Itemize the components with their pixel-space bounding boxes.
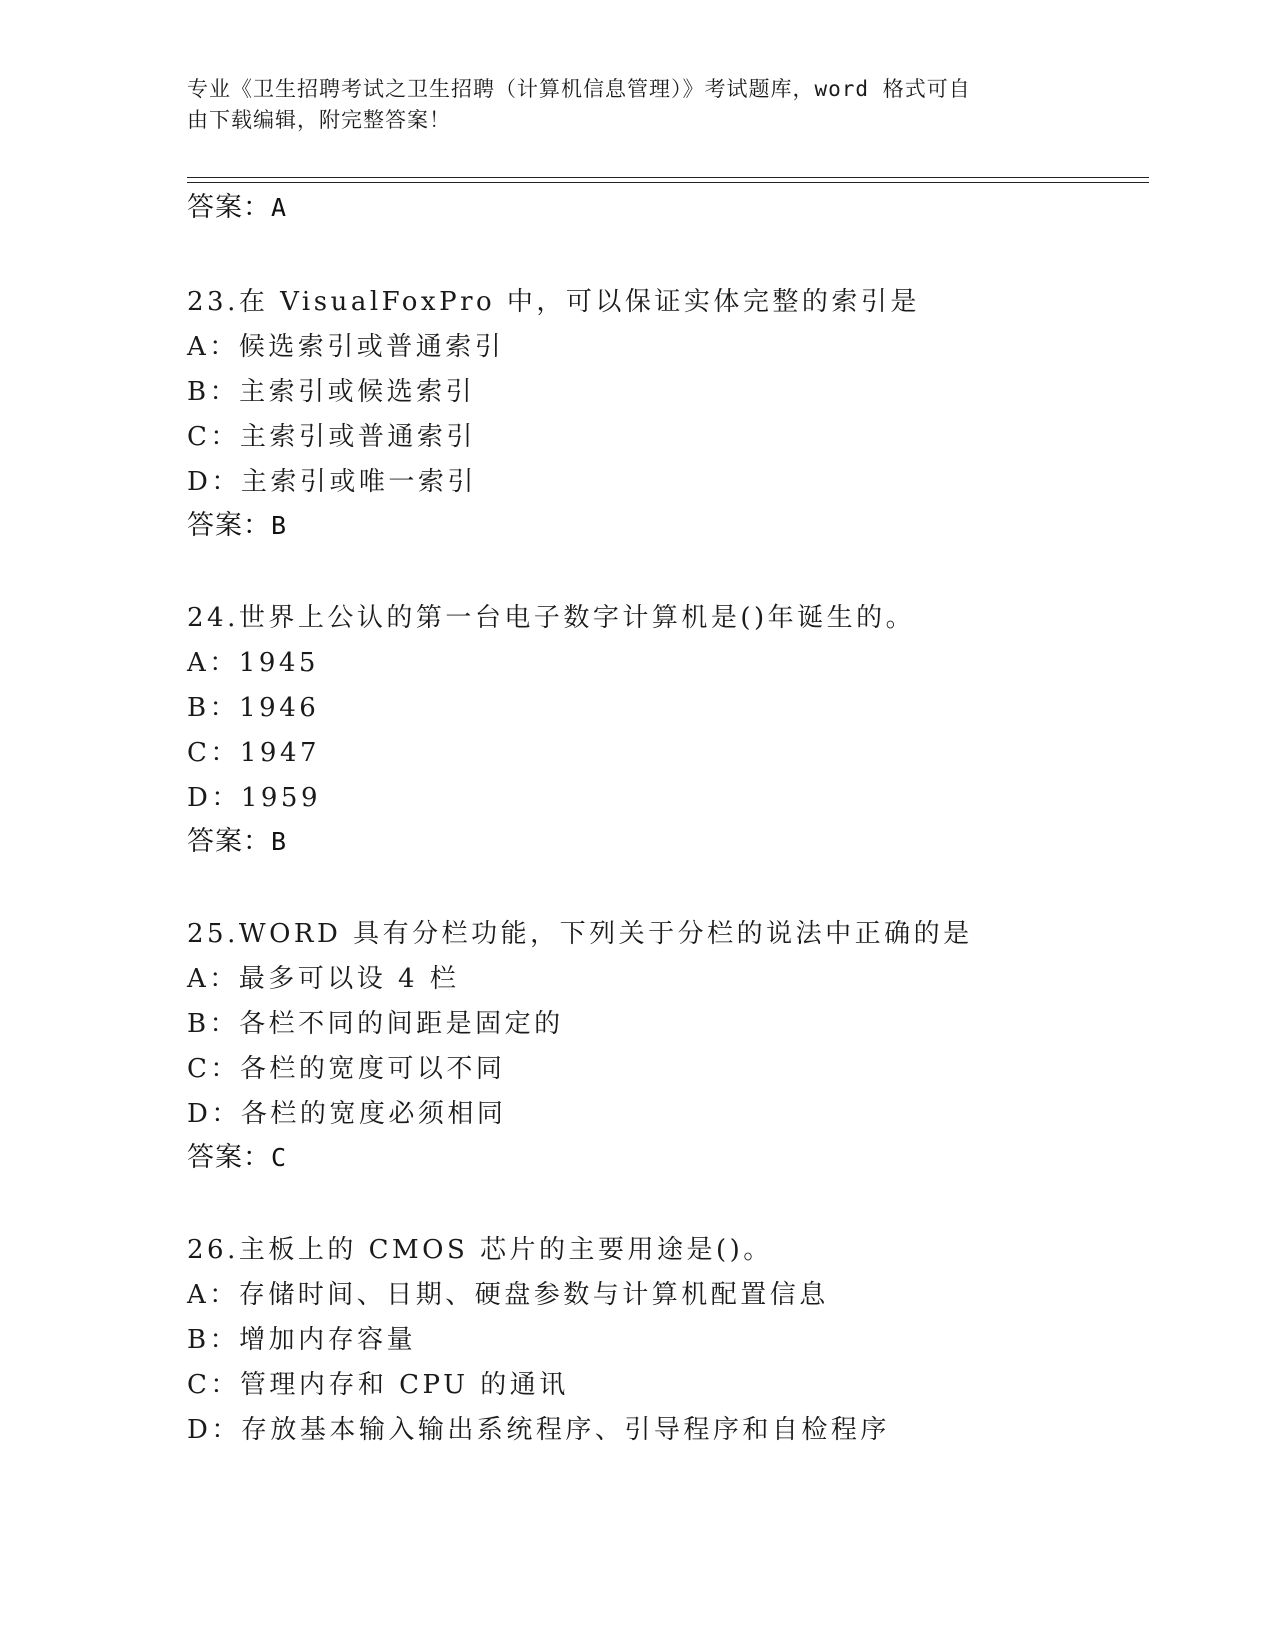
question-option: A：最多可以设 4 栏 <box>187 964 460 994</box>
question-option: D：存放基本输入输出系统程序、引导程序和自检程序 <box>187 1415 890 1445</box>
answer-value: A <box>271 193 288 222</box>
question-stem: 23.在 VisualFoxPro 中，可以保证实体完整的索引是 <box>187 287 920 317</box>
answer-line <box>187 510 287 542</box>
answer-value: B <box>271 827 288 856</box>
header-divider-top <box>187 177 1149 178</box>
question-option: B：各栏不同的间距是固定的 <box>187 1009 564 1039</box>
document-header <box>187 74 1087 136</box>
question-option: A：1945 <box>187 648 319 678</box>
question-option: B：增加内存容量 <box>187 1325 417 1355</box>
question-option: C：主索引或普通索引 <box>187 422 476 452</box>
question-stem: 26.主板上的 CMOS 芯片的主要用途是()。 <box>187 1235 773 1265</box>
header-line-2: 由下载编辑，附完整答案！ <box>187 108 451 132</box>
answer-label: 答案： <box>187 1142 271 1173</box>
answer-value: B <box>271 511 288 540</box>
question-option: A：候选索引或普通索引 <box>187 332 505 362</box>
answer-line <box>187 192 287 224</box>
question-option: D：1959 <box>187 783 322 813</box>
answer-label: 答案： <box>187 826 271 857</box>
question-option: B：1946 <box>187 693 320 723</box>
answer-value: C <box>271 1143 288 1172</box>
question-option: C：各栏的宽度可以不同 <box>187 1054 506 1084</box>
question-option: C：管理内存和 CPU 的通讯 <box>187 1370 569 1400</box>
question-option: A：存储时间、日期、硬盘参数与计算机配置信息 <box>187 1280 829 1310</box>
question-stem: 25.WORD 具有分栏功能，下列关于分栏的说法中正确的是 <box>187 919 973 949</box>
header-line-1: 专业《卫生招聘考试之卫生招聘（计算机信息管理）》考试题库，word 格式可自 <box>187 77 971 101</box>
question-stem: 24.世界上公认的第一台电子数字计算机是()年诞生的。 <box>187 603 916 633</box>
question-option: D：各栏的宽度必须相同 <box>187 1099 507 1129</box>
answer-label: 答案： <box>187 510 271 541</box>
header-divider-bottom <box>187 182 1149 183</box>
answer-line <box>187 1142 287 1174</box>
question-option: D：主索引或唯一索引 <box>187 467 477 497</box>
answer-line <box>187 826 287 858</box>
question-option: C：1947 <box>187 738 321 768</box>
answer-label: 答案： <box>187 192 271 223</box>
question-option: B：主索引或候选索引 <box>187 377 476 407</box>
